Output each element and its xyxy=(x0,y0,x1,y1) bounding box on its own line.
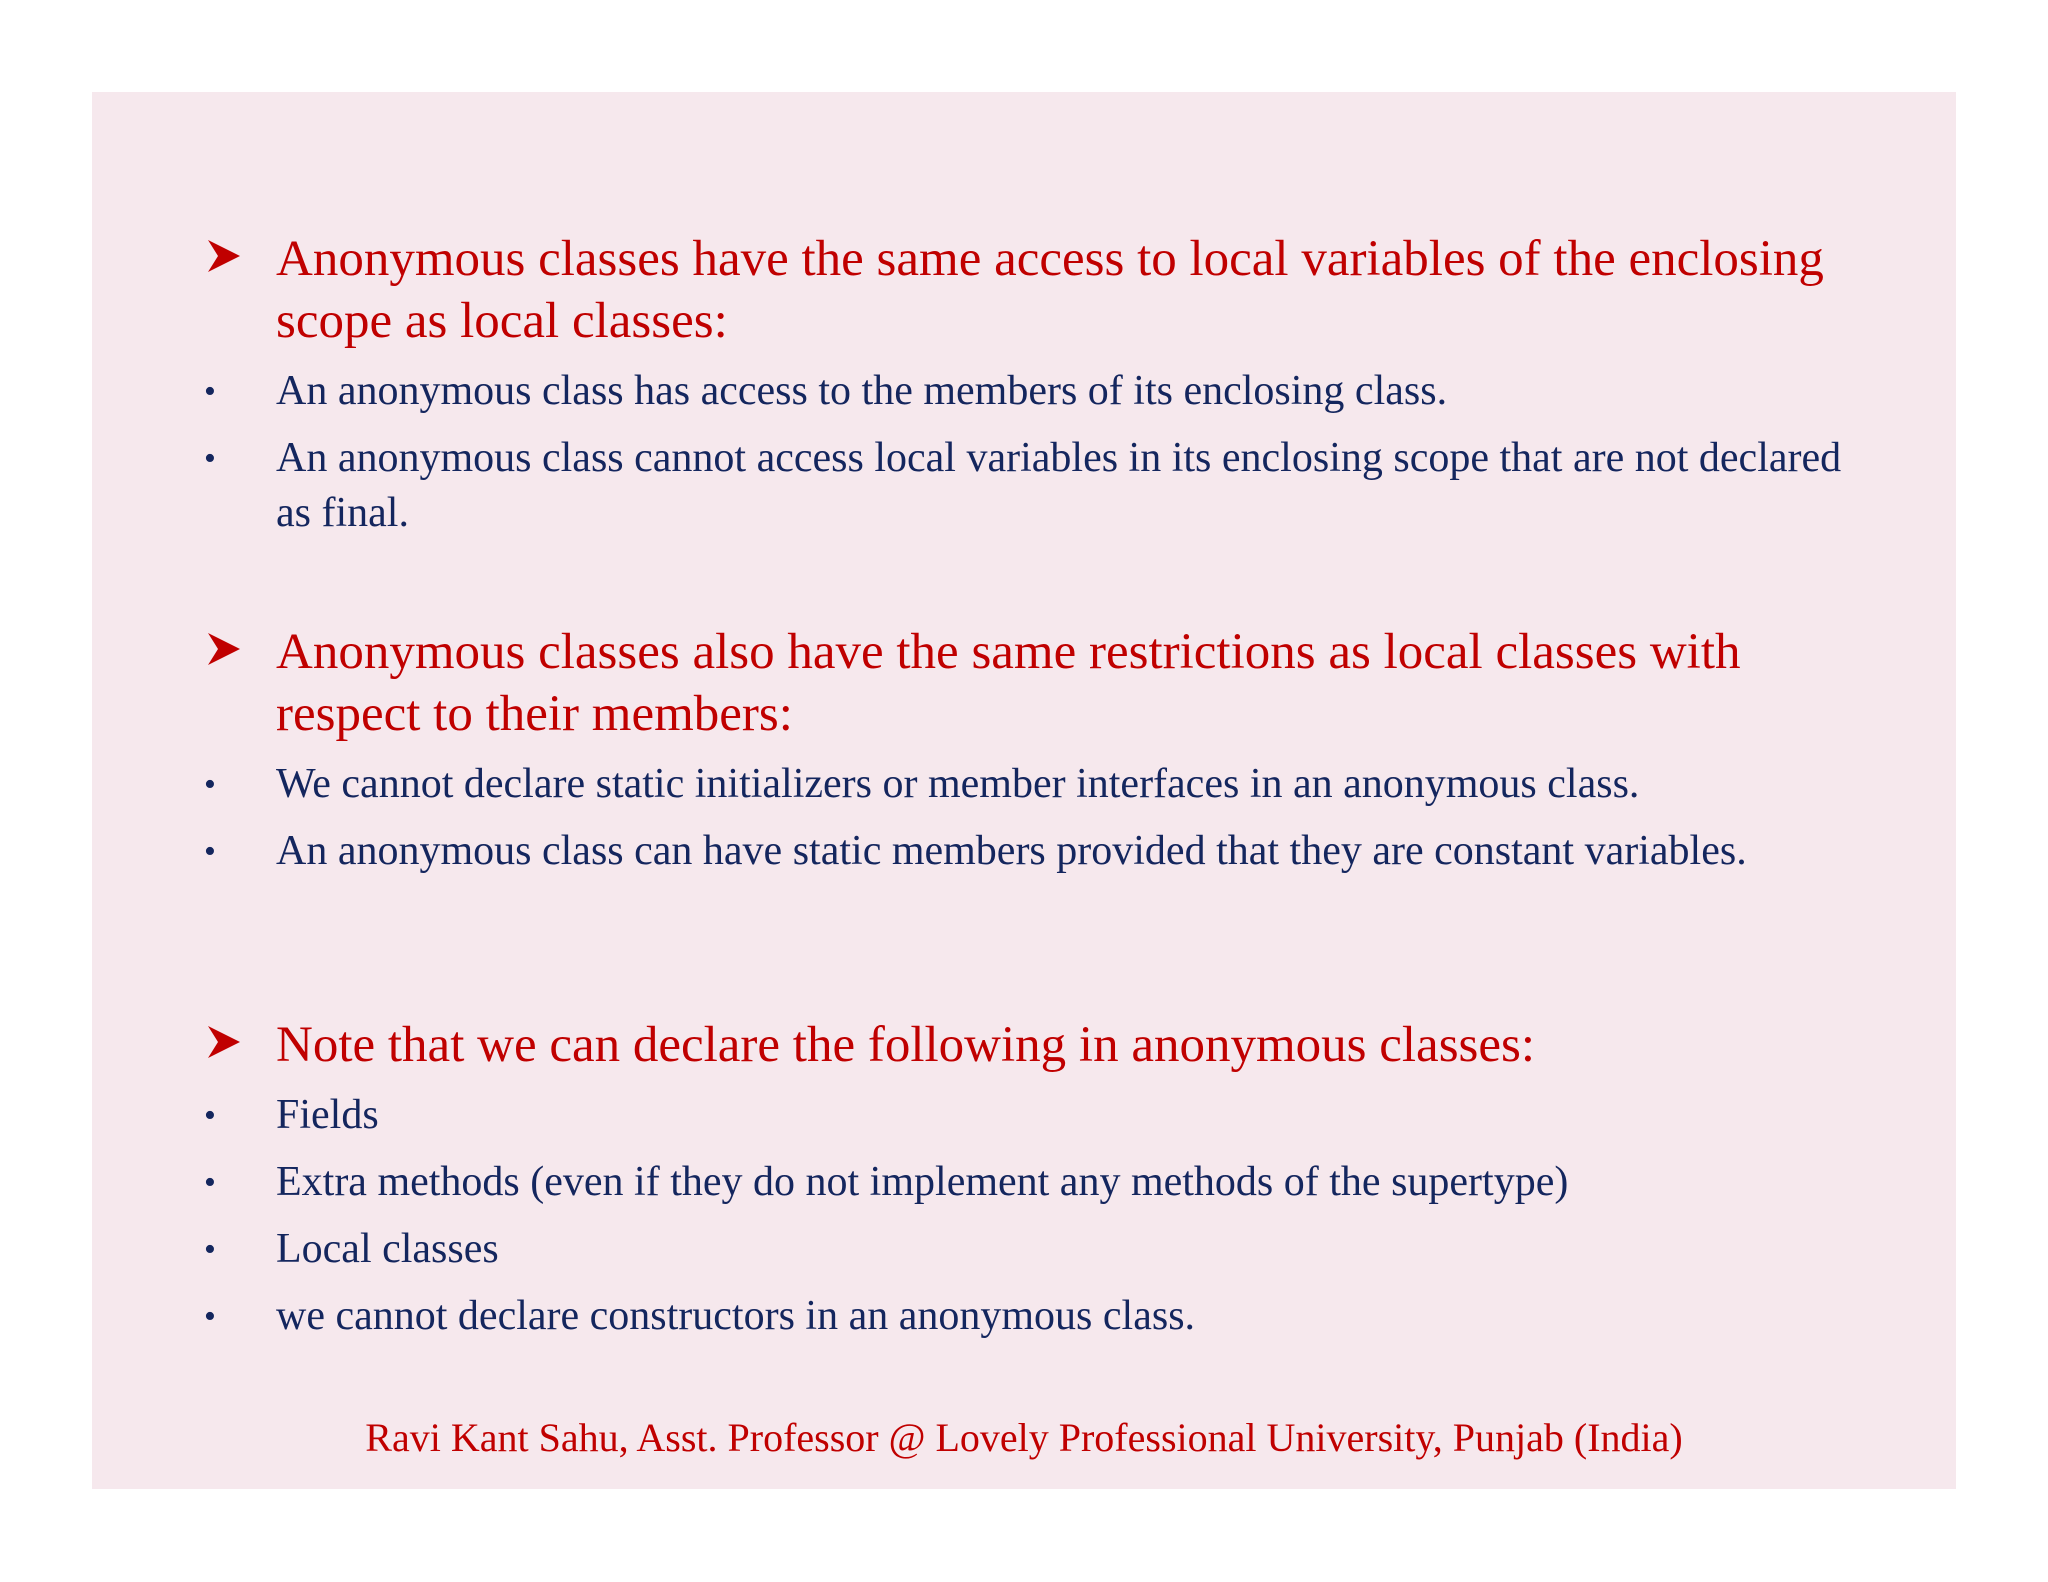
list-item xyxy=(92,1155,1956,1210)
section-heading xyxy=(92,228,1956,352)
arrow-bullet-icon xyxy=(206,1022,242,1062)
bullet-dot: • xyxy=(204,1231,216,1268)
list-item xyxy=(92,1088,1956,1143)
section-heading-text: Note that we can declare the following in anonymous classes: xyxy=(276,1017,1536,1073)
list-item-text: Local classes xyxy=(276,1226,499,1272)
bullet-dot: • xyxy=(204,1164,216,1201)
section-heading xyxy=(92,1014,1956,1076)
section-access xyxy=(92,228,1956,541)
list-item-text: Extra methods (even if they do not implement any methods of the supertype) xyxy=(276,1159,1569,1205)
list-item xyxy=(92,364,1956,419)
slide xyxy=(92,92,1956,1489)
section-restrictions xyxy=(92,621,1956,879)
list-item-text: An anonymous class has access to the members of its enclosing class. xyxy=(276,368,1448,414)
section-heading-text: Anonymous classes have the same access to local variables of the enclosing scope as local classes: xyxy=(276,231,1824,349)
bullet-dot: • xyxy=(204,1298,216,1335)
list-item xyxy=(92,1222,1956,1277)
list-item xyxy=(92,757,1956,812)
section-heading xyxy=(92,621,1956,745)
list-item xyxy=(92,824,1956,879)
bullet-dot: • xyxy=(204,1097,216,1134)
list-item-text: We cannot declare static initializers or member interfaces in an anonymous class. xyxy=(276,761,1640,807)
section-heading-text: Anonymous classes also have the same restrictions as local classes with respect to their members: xyxy=(276,624,1741,742)
list-item-text: we cannot declare constructors in an anonymous class. xyxy=(276,1293,1196,1339)
arrow-bullet-icon xyxy=(206,236,242,276)
list-item-text: Fields xyxy=(276,1092,379,1138)
bullet-dot: • xyxy=(204,373,216,410)
arrow-bullet-icon xyxy=(206,629,242,669)
list-item xyxy=(92,1289,1956,1344)
footer-credit: Ravi Kant Sahu, Asst. Professor @ Lovely Professional University, Punjab (India) xyxy=(365,1415,1683,1460)
list-item-text: An anonymous class cannot access local variables in its enclosing scope that are not declared as final. xyxy=(276,435,1842,536)
list-item xyxy=(92,431,1956,541)
list-item-text: An anonymous class can have static members provided that they are constant variables. xyxy=(276,828,1747,874)
bullet-dot: • xyxy=(204,766,216,803)
section-declarations xyxy=(92,1014,1956,1344)
bullet-dot: • xyxy=(204,833,216,870)
bullet-dot: • xyxy=(204,440,216,477)
